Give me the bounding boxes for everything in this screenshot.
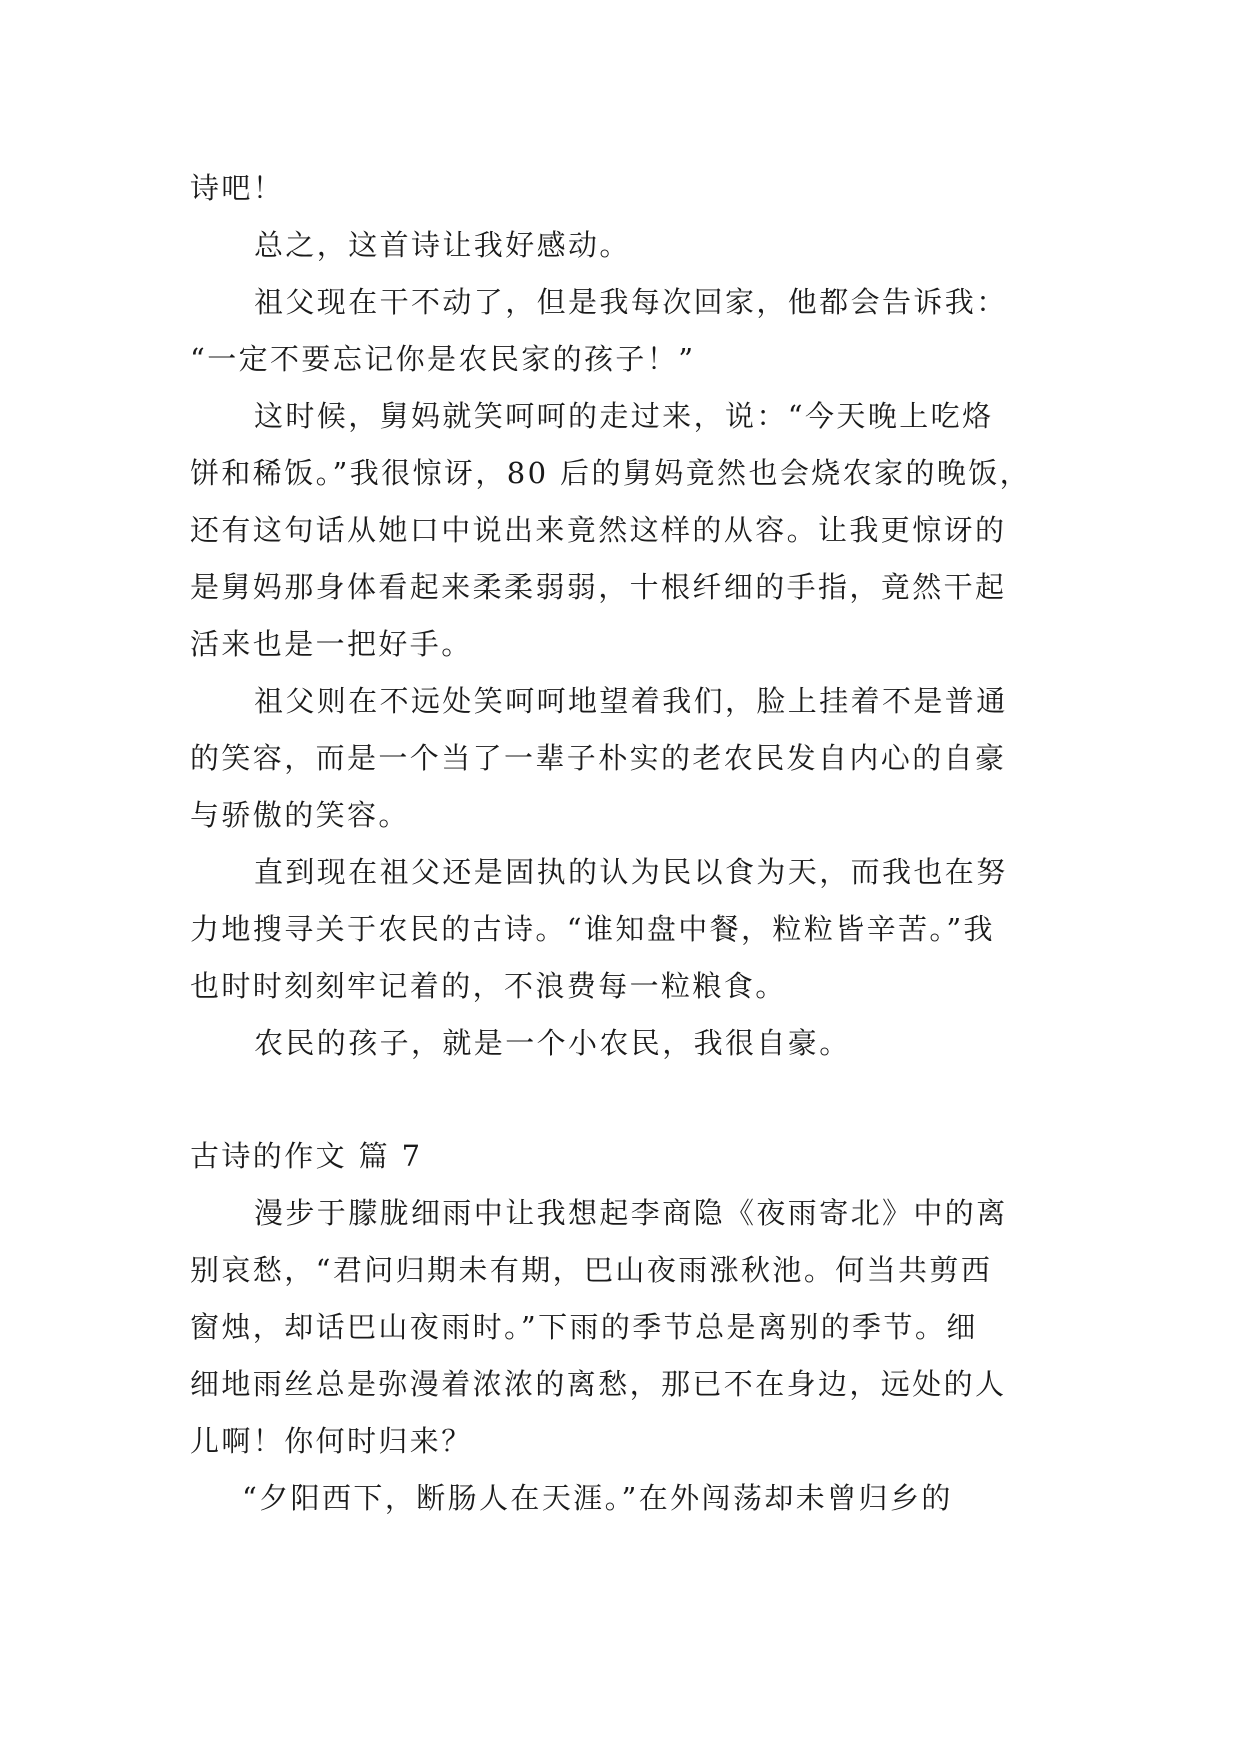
text-line: 祖父则在不远处笑呵呵地望着我们，脸上挂着不是普通 <box>254 684 1008 718</box>
section-spacer <box>190 1072 1070 1128</box>
text-line: “一定不要忘记你是农民家的孩子！” <box>190 342 696 376</box>
paragraph-line <box>190 1242 1070 1299</box>
paragraph <box>190 1015 1070 1072</box>
paragraph <box>190 388 1070 445</box>
paragraph <box>190 1185 1070 1242</box>
text-line: 力地搜寻关于农民的古诗。“谁知盘中餐，粒粒皆辛苦。”我 <box>190 912 995 946</box>
document-body <box>190 160 1070 1527</box>
paragraph-line <box>190 901 1070 958</box>
paragraph-line <box>190 730 1070 787</box>
paragraph-line <box>190 1413 1070 1470</box>
text-line: 别哀愁，“君问归期未有期，巴山夜雨涨秋池。何当共剪西 <box>190 1253 993 1287</box>
text-line: 总之，这首诗让我好感动。 <box>254 228 631 262</box>
paragraph-line <box>190 502 1070 559</box>
text-line: 活来也是一把好手。 <box>190 627 473 661</box>
section-heading <box>190 1128 1070 1185</box>
paragraph <box>190 1470 1070 1527</box>
text-line: 诗吧！ <box>190 171 285 205</box>
text-line: 的笑容，而是一个当了一辈子朴实的老农民发自内心的自豪 <box>190 741 1007 775</box>
text-line: 农民的孩子，就是一个小农民，我很自豪。 <box>254 1026 851 1060</box>
paragraph-line <box>190 559 1070 616</box>
text-line: 细地雨丝总是弥漫着浓浓的离愁，那已不在身边，远处的人 <box>190 1367 1007 1401</box>
section-heading-text: 古诗的作文 篇 7 <box>190 1139 423 1173</box>
paragraph-continuation <box>190 160 1070 217</box>
text-line: 这时候，舅妈就笑呵呵的走过来，说：“今天晚上吃烙 <box>254 399 994 433</box>
paragraph-line <box>190 1356 1070 1413</box>
paragraph <box>190 274 1070 331</box>
text-line: 儿啊！你何时归来？ <box>190 1424 473 1458</box>
text-line: 与骄傲的笑容。 <box>190 798 410 832</box>
paragraph-line <box>190 787 1070 844</box>
paragraph <box>190 673 1070 730</box>
paragraph <box>190 217 1070 274</box>
text-line: “夕阳西下，断肠人在天涯。”在外闯荡却未曾归乡的 <box>242 1481 953 1515</box>
text-line: 直到现在祖父还是固执的认为民以食为天，而我也在努 <box>254 855 1008 889</box>
text-line: 饼和稀饭。”我很惊讶，80 后的舅妈竟然也会烧农家的晚饭， <box>190 456 1032 490</box>
text-line: 漫步于朦胧细雨中让我想起李商隐《夜雨寄北》中的离 <box>254 1196 1008 1230</box>
text-line: 窗烛，却话巴山夜雨时。”下雨的季节总是离别的季节。细 <box>190 1310 978 1344</box>
paragraph-line <box>190 1299 1070 1356</box>
paragraph-line <box>190 331 1070 388</box>
paragraph-line <box>190 445 1070 502</box>
text-line: 祖父现在干不动了，但是我每次回家，他都会告诉我： <box>254 285 1008 319</box>
text-line: 也时时刻刻牢记着的，不浪费每一粒粮食。 <box>190 969 787 1003</box>
paragraph-line <box>190 958 1070 1015</box>
paragraph <box>190 844 1070 901</box>
text-line: 还有这句话从她口中说出来竟然这样的从容。让我更惊讶的 <box>190 513 1007 547</box>
text-line: 是舅妈那身体看起来柔柔弱弱，十根纤细的手指，竟然干起 <box>190 570 1007 604</box>
paragraph-line <box>190 616 1070 673</box>
